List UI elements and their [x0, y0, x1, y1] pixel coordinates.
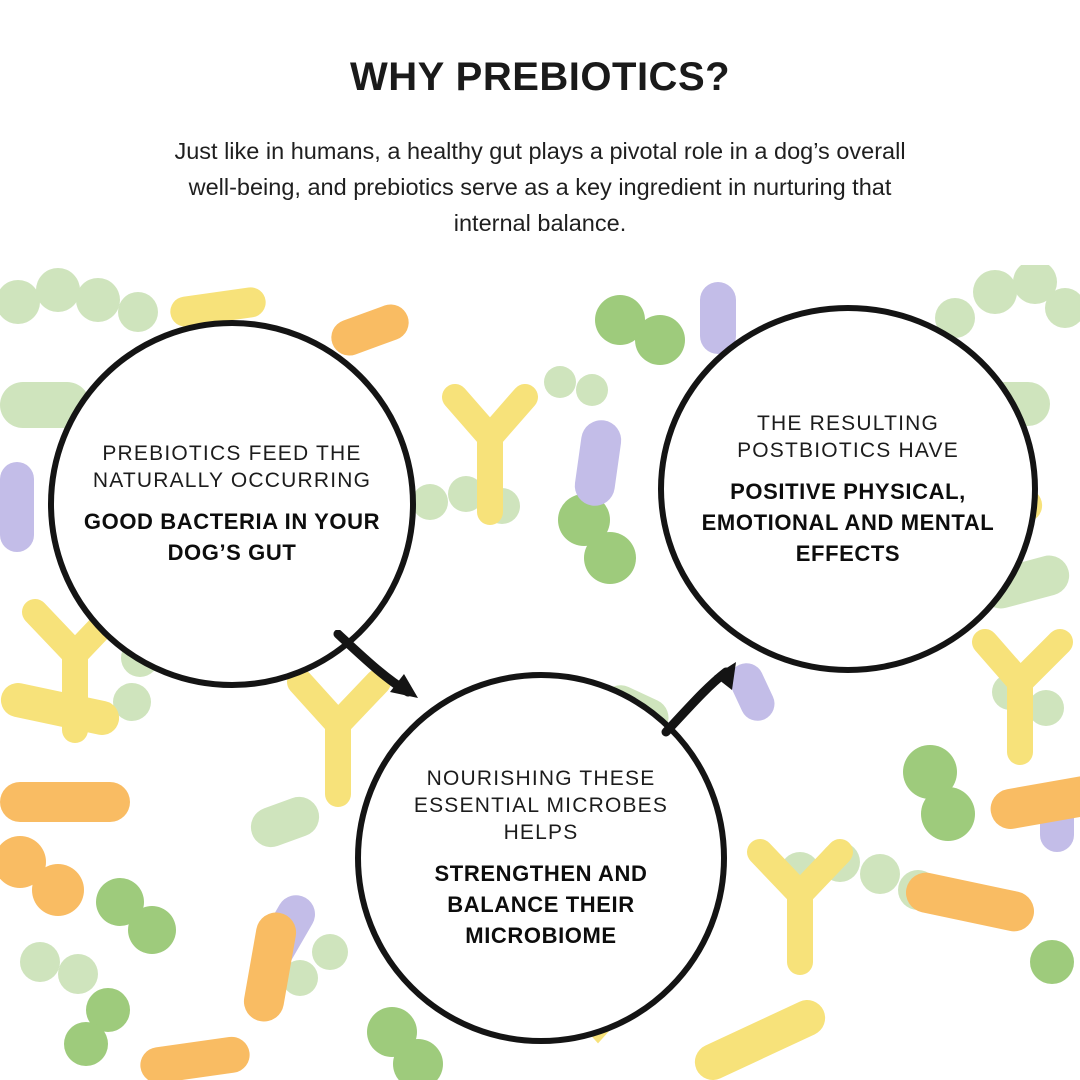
- node-1-bold-text: GOOD BACTERIA IN YOUR DOG’S GUT: [83, 509, 381, 565]
- header-panel: [0, 0, 1080, 265]
- page-title: WHY PREBIOTICS?: [349, 55, 731, 99]
- page-subtitle: Just like in humans, a healthy gut plays a pivotal role in a dog’s overall well-being, and prebiotics serve as a key ingredient in nurturing that internal balance.: [174, 138, 906, 236]
- node-2-light-text: NOURISHING THESE ESSENTIAL MICROBES HELPS: [413, 767, 669, 844]
- node-1-light-text: PREBIOTICS FEED THE NATURALLY OCCURRING: [92, 442, 372, 492]
- node-3-light-text: THE RESULTING POSTBIOTICS HAVE: [737, 411, 959, 462]
- arrow-node2-to-node3: [660, 650, 770, 740]
- diagram-node-postbiotics[interactable]: [658, 305, 1038, 673]
- node-3-bold-text: POSITIVE PHYSICAL, EMOTIONAL AND MENTAL EFFECTS: [701, 478, 995, 566]
- node-2-bold-text: STRENGTHEN AND BALANCE THEIR MICROBIOME: [434, 861, 648, 948]
- arrow-node1-to-node2: [330, 630, 440, 720]
